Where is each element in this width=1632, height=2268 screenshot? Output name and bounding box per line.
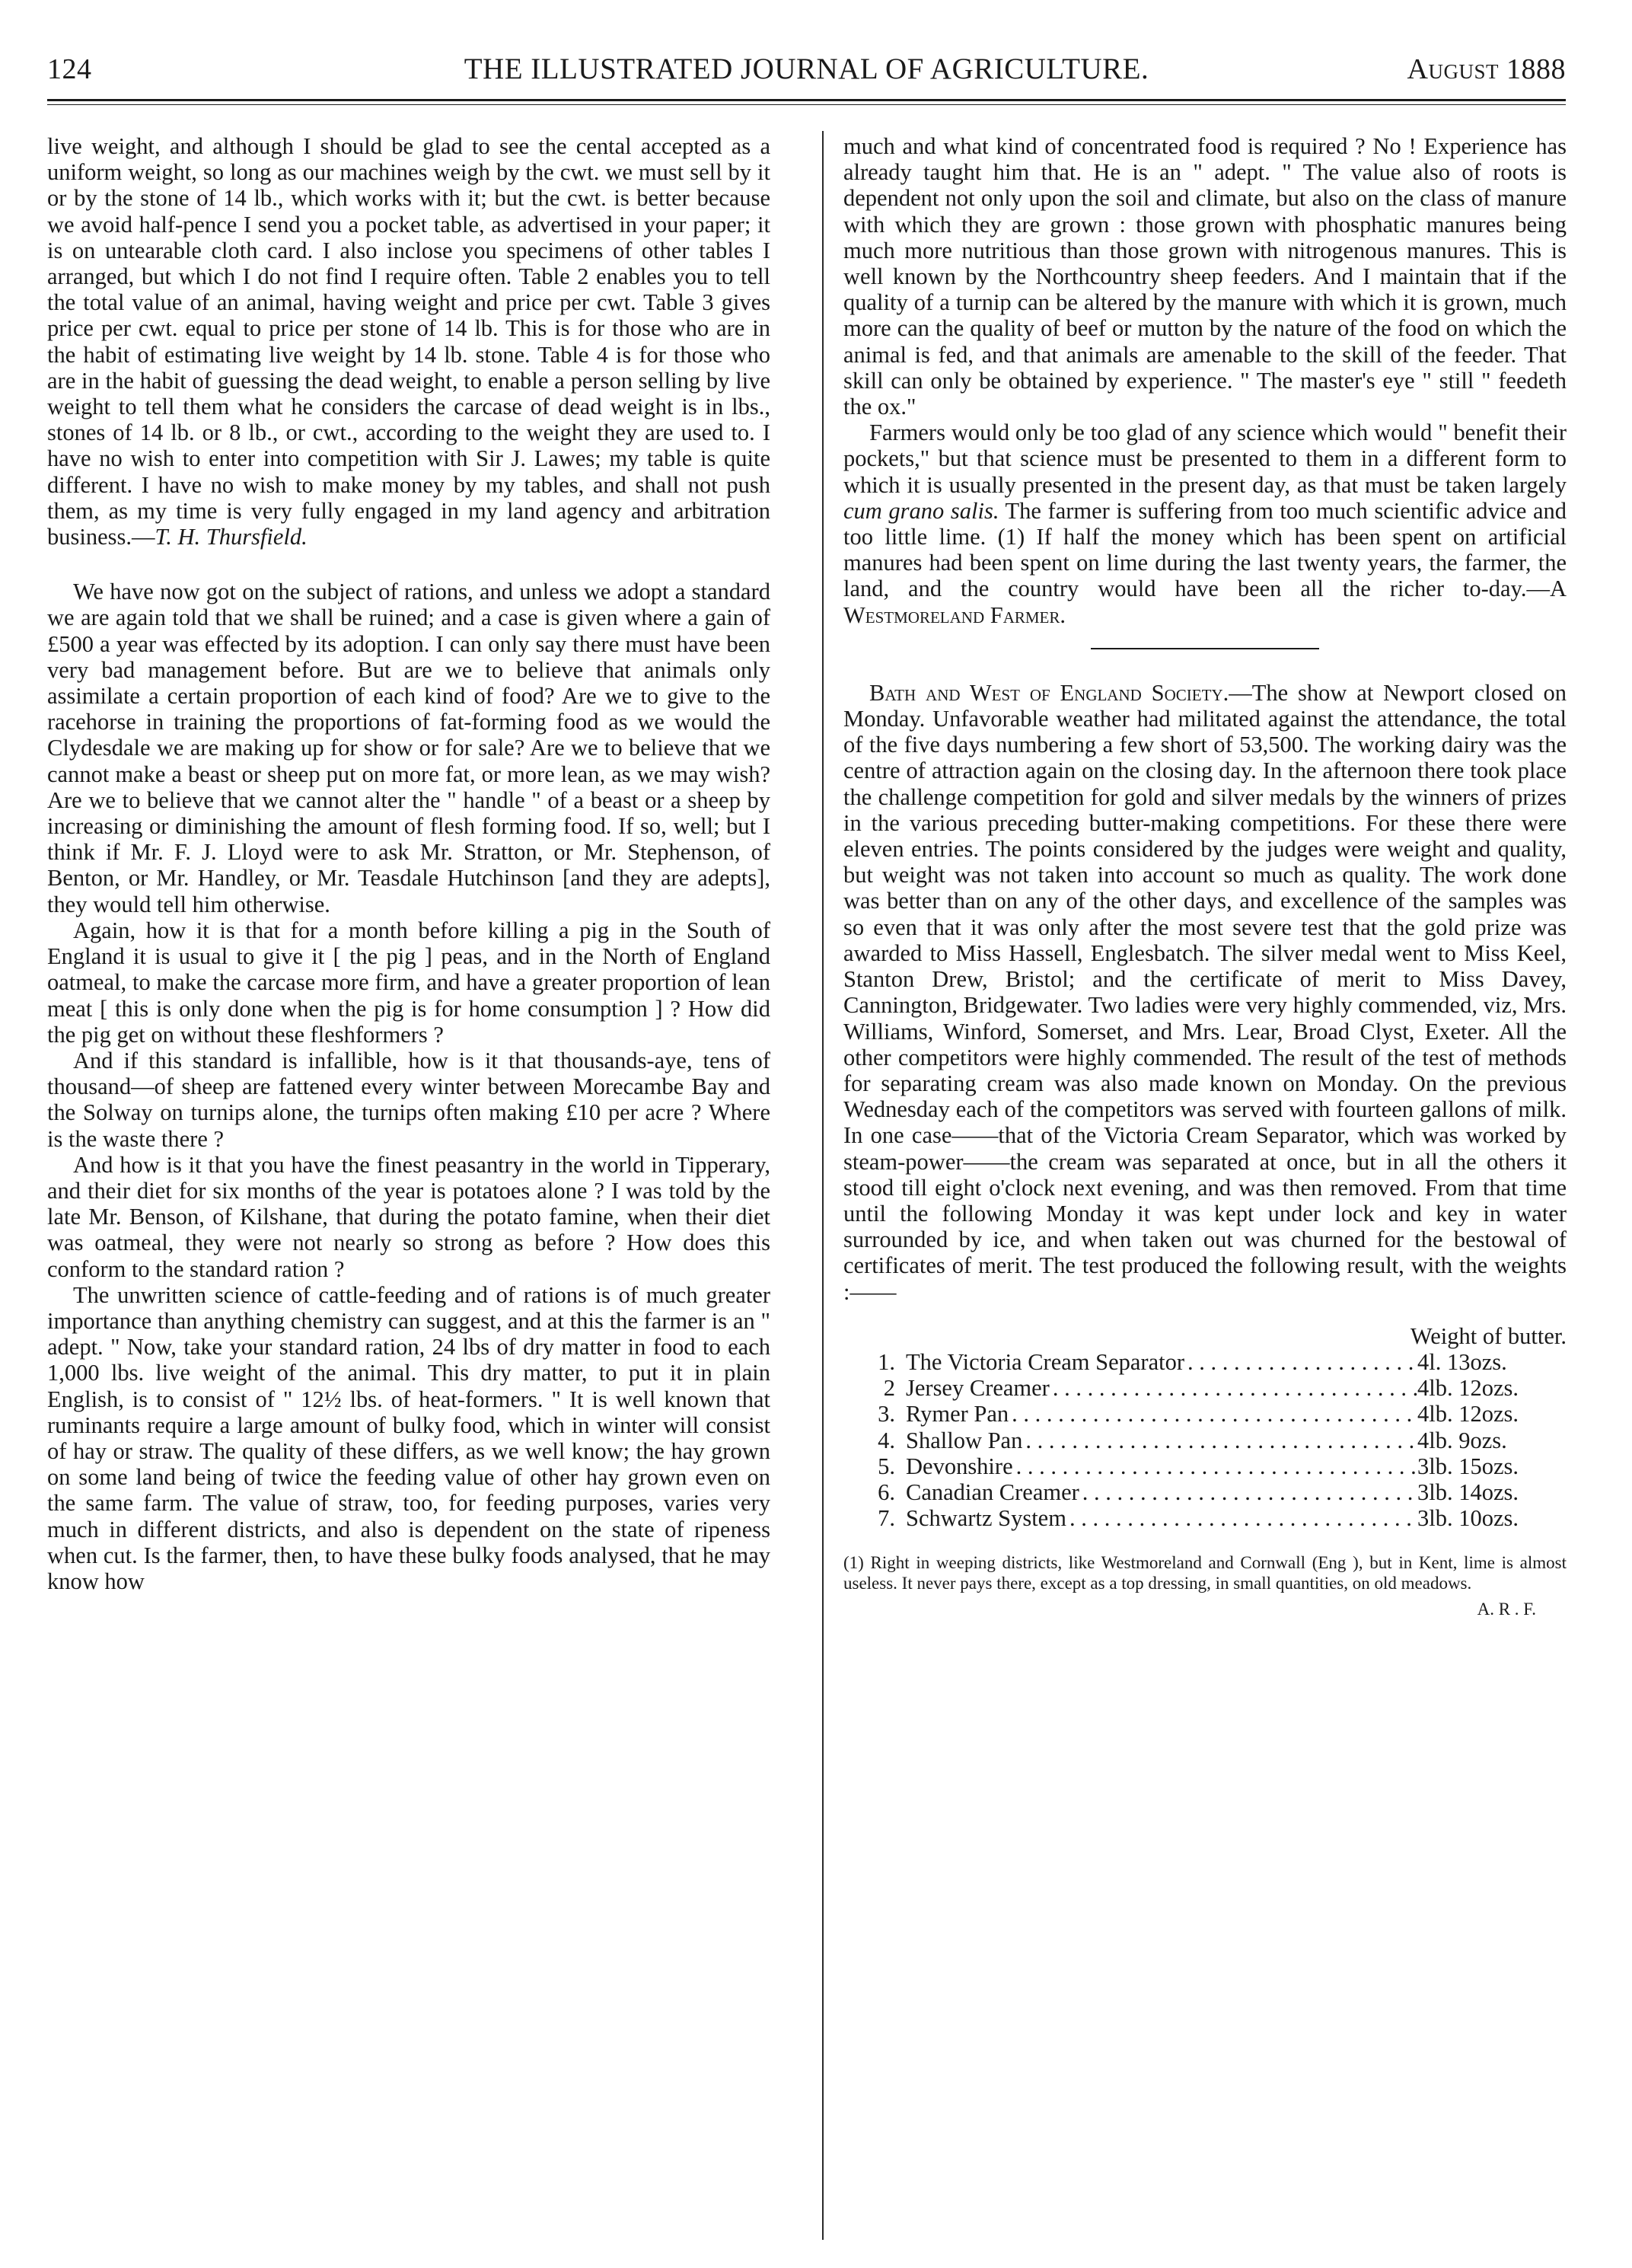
article-paragraph: And how is it that you have the finest peasantry in the world in Tipperary, and their diet for six months of the year is potatoes alone ? I was told by the late Mr. Benson, of Kilshane, that during the potato famine, when their diet was oatmeal, they were not nearly so strong as before ? How does this conform to the standard ration ? (47, 1151, 770, 1282)
article-paragraph: And if this standard is infallible, how is it that thousands-aye, tens of thousand—of sheep are fattened every winter between Morecambe Bay and the Solway on turnips alone, the turnips often making £10 per acre ? Where is the waste there ? (47, 1047, 770, 1152)
header-rule-thin (47, 104, 1566, 105)
butter-weight: 3lb. 14ozs. (1417, 1479, 1519, 1505)
separator-name: Rymer Pan (906, 1401, 1009, 1427)
society-report (843, 680, 1567, 1305)
spacer (47, 550, 770, 579)
header-rule (47, 99, 1566, 101)
article-paragraph: The unwritten science of cattle-feeding and of rations is of much greater importance than anything chemistry can suggest, and at this the farmer is an " adept. " Now, take your standard ration, 24 lbs of dry matter in food to each 1,000 lbs. live weight of the animal. This dry matter, to put it in plain English, is to consist of " 12½ lbs. of heat-formers. " It is well known that ruminants require a large amount of bulky food, which in winter will consist of hay or straw. The quality of these differs, as we well know; the hay grown on some land being of twice the feeding value of other hay grown even on the same farm. The value of straw, too, for feeding purposes, varies very much in different districts, and also is dependent on the state of ripeness when cut. Is the farmer, then, to have these bulky foods analysed, that he may know how (47, 1281, 770, 1594)
row-number: 1. (878, 1348, 895, 1375)
row-number: 4. (878, 1427, 895, 1453)
table-row (843, 1479, 1567, 1505)
separator-name: Canadian Creamer (906, 1479, 1079, 1505)
paragraph-text: Farmers would only be too glad of any science which would " benefit their pockets," but that science must be presented to them in a different form to which it is usually presented in the present day, as that must be taken largely (843, 419, 1567, 498)
journal-title: THE ILLUSTRATED JOURNAL OF AGRICULTURE. (464, 53, 1149, 85)
separator-name: Devonshire (906, 1453, 1013, 1479)
table-header: Weight of butter. (1410, 1322, 1567, 1349)
row-number: 5. (878, 1453, 895, 1479)
letter-signature: T. H. Thursfield. (155, 524, 308, 550)
dot-leader (1022, 1427, 1417, 1453)
letter-paragraph (47, 133, 770, 550)
footnote: (1) Right in weeping districts, like Westmoreland and Cornwall (Eng ), but in Kent, lime is almost useless. It never pays there, except as a top dressing, in small quantities, on old meadows. (843, 1553, 1567, 1593)
footnote-signature: A. R . F. (1477, 1600, 1536, 1619)
butter-weight: 3lb. 15ozs. (1417, 1453, 1519, 1479)
dot-leader (1066, 1505, 1417, 1531)
butter-weight: 4l. 13ozs. (1417, 1348, 1507, 1375)
row-number: 3. (878, 1401, 895, 1427)
table-row (843, 1453, 1567, 1479)
report-heading: Bath and West of England Society. (869, 679, 1229, 706)
article-paragraph: Again, how it is that for a month before killing a pig in the South of England it is usual to give it [ the pig ] peas, and in the North of England oatmeal, to make the carcase more firm, and have a greater proportion of lean meat [ this is only done when the pig is for home consumption ] ? How did the pig get on without these fleshformers ? (47, 917, 770, 1048)
butter-weight: 3lb. 10ozs. (1417, 1505, 1519, 1532)
table-row (843, 1401, 1567, 1427)
dot-leader (1013, 1453, 1417, 1479)
row-number: 7. (878, 1505, 895, 1532)
article-paragraph (843, 419, 1567, 628)
dot-leader (1184, 1349, 1417, 1375)
section-rule (1091, 648, 1319, 649)
separator-name: Schwartz System (906, 1505, 1066, 1532)
separator-name: The Victoria Cream Separator (906, 1348, 1184, 1375)
table-row (843, 1375, 1567, 1401)
article-paragraph: We have now got on the subject of rations, and unless we adopt a standard we are again told that we shall be ruined; and a case is given where a gain of £500 a year was effected by its adoption. I can only say there must have been very bad management before. But are we to believe that animals only assimilate a certain proportion of each kind of food? Are we to give to the racehorse in training the proportions of fat-forming food as we would the Clydesdale we are making up for show or for sale? Are we to believe that we cannot make a beast or sheep put on more fat, or more lean, as we may wish? Are we to believe that we cannot alter the " handle " of a beast or a sheep by increasing or diminishing the amount of flesh forming food. If so, well; but I think if Mr. F. J. Lloyd were to ask Mr. Stratton, or Mr. Stephenson, of Benton, or Mr. Handley, or Mr. Teasdale Hutchinson [and they are adepts], they would tell him otherwise. (47, 579, 770, 917)
row-number: 6. (878, 1479, 895, 1505)
article-signature: A Westmoreland Farmer. (843, 576, 1567, 628)
separator-name: Jersey Creamer (906, 1375, 1050, 1402)
row-number: 2 (883, 1375, 895, 1402)
article-paragraph: much and what kind of concentrated food is required ? No ! Experience has already taught him that. He is an " adept. " The value also of roots is dependent not only upon the soil and climate, but also on the class of manure with which they are grown : those grown with phosphatic manures being much more nutritious than those grown with nitrogenous manures. This is well known by the Northcountry sheep feeders. And I maintain that if the quality of a turnip can be altered by the manure with which it is grown, much more can the quality of beef or mutton by the nature of the food on which the animal is fed, and that animals are amenable to the skill of the feeder. That skill can only be obtained by experience. " The master's eye " still " feedeth the ox." (843, 133, 1567, 420)
table-row (843, 1349, 1567, 1375)
dot-leader (1079, 1479, 1417, 1505)
page-number: 124 (47, 53, 92, 85)
issue-date: August 1888 (1407, 53, 1566, 85)
letter-text: live weight, and although I should be glad to see the cental accepted as a uniform weight, so long as our machines weigh by the cwt. we must sell by it or by the stone of 14 lb., which works with it; but the cwt. is better because we avoid half-pence I send you a pocket table, as advertised in your paper; it is on untearable cloth card. I also inclose you specimens of other tables I arranged, but which I do not find I require often. Table 2 enables you to tell the total value of an animal, having weight and price per cwt. Table 3 gives price per cwt. equal to price per stone of 14 lb. This is for those who are in the habit of estimating live weight by 14 lb. stone. Table 4 is for those who are in the habit of guessing the dead weight, to enable a person selling by live weight to tell them what he considers the carcase of dead weight is in lbs., stones of 14 lb. or 8 lb., or cwt., according to the weight they are used to. I have no wish to enter into competition with Sir J. Lawes; my table is quite different. I have no wish to make money by my tables, and shall not push them, as my time is very fully engaged in my land agency and arbitration business.— (47, 133, 770, 550)
separator-name: Shallow Pan (906, 1427, 1023, 1453)
dot-leader (1050, 1375, 1417, 1401)
column-divider (822, 131, 824, 2240)
butter-weight: 4lb. 9ozs. (1417, 1427, 1507, 1453)
left-column (47, 133, 770, 1594)
paragraph-text: The farmer is suffering from too much scientific advice and too little lime. (1) If half the money which has been spent on artificial manures had been spent on lime during the last twenty years, the farmer, the land, and the country would have been all the richer to-day.— (843, 497, 1567, 602)
butter-weight: 4lb. 12ozs. (1417, 1401, 1519, 1427)
dot-leader (1009, 1401, 1417, 1427)
table-row (843, 1427, 1567, 1453)
results-table (843, 1349, 1567, 1531)
report-text: —The show at Newport closed on Monday. Unfavorable weather had militated against the attendance, the total of the five days numbering a few short of 53,500. The working dairy was the centre of attraction again on the closing day. In the afternoon there took place the challenge competition for gold and silver medals by the winners of prizes in the various preceding butter-making competitions. For these there were eleven entries. The points considered by the judges were weight and quality, but weight was not taken into account so much as quality. The work done was better than on any of the other days, and excellence of the samples was so even that it was only after the most severe test that the gold prize was awarded to Miss Hassell, Englesbatch. The silver medal went to Miss Keel, Stanton Drew, Bristol; and the certificate of merit to Miss Davey, Cannington, Bridgewater. Two ladies were very highly commended, viz, Mrs. Williams, Winford, Somerset, and Mrs. Lear, Broad Clyst, Exeter. All the other competitors were highly commended. The result of the test of methods for separating cream was also made known on Monday. On the previous Wednesday each of the competitors was served with fourteen gallons of milk. In one case——that of the Victoria Cream Separator, which was worked by steam-power——the cream was separated at once, but in all the others it stood till eight o'clock next evening, and was then removed. From that time until the following Monday it was kept under lock and key in water surrounded by ice, and when taken out was churned for the bestowal of certificates of merit. The test produced the following result, with the weights :—— (843, 679, 1567, 1305)
page-header (47, 47, 1566, 91)
right-column (843, 133, 1567, 1623)
butter-weight: 4lb. 12ozs. (1417, 1375, 1519, 1402)
table-row (843, 1505, 1567, 1531)
latin-phrase: cum grano salis. (843, 497, 999, 524)
